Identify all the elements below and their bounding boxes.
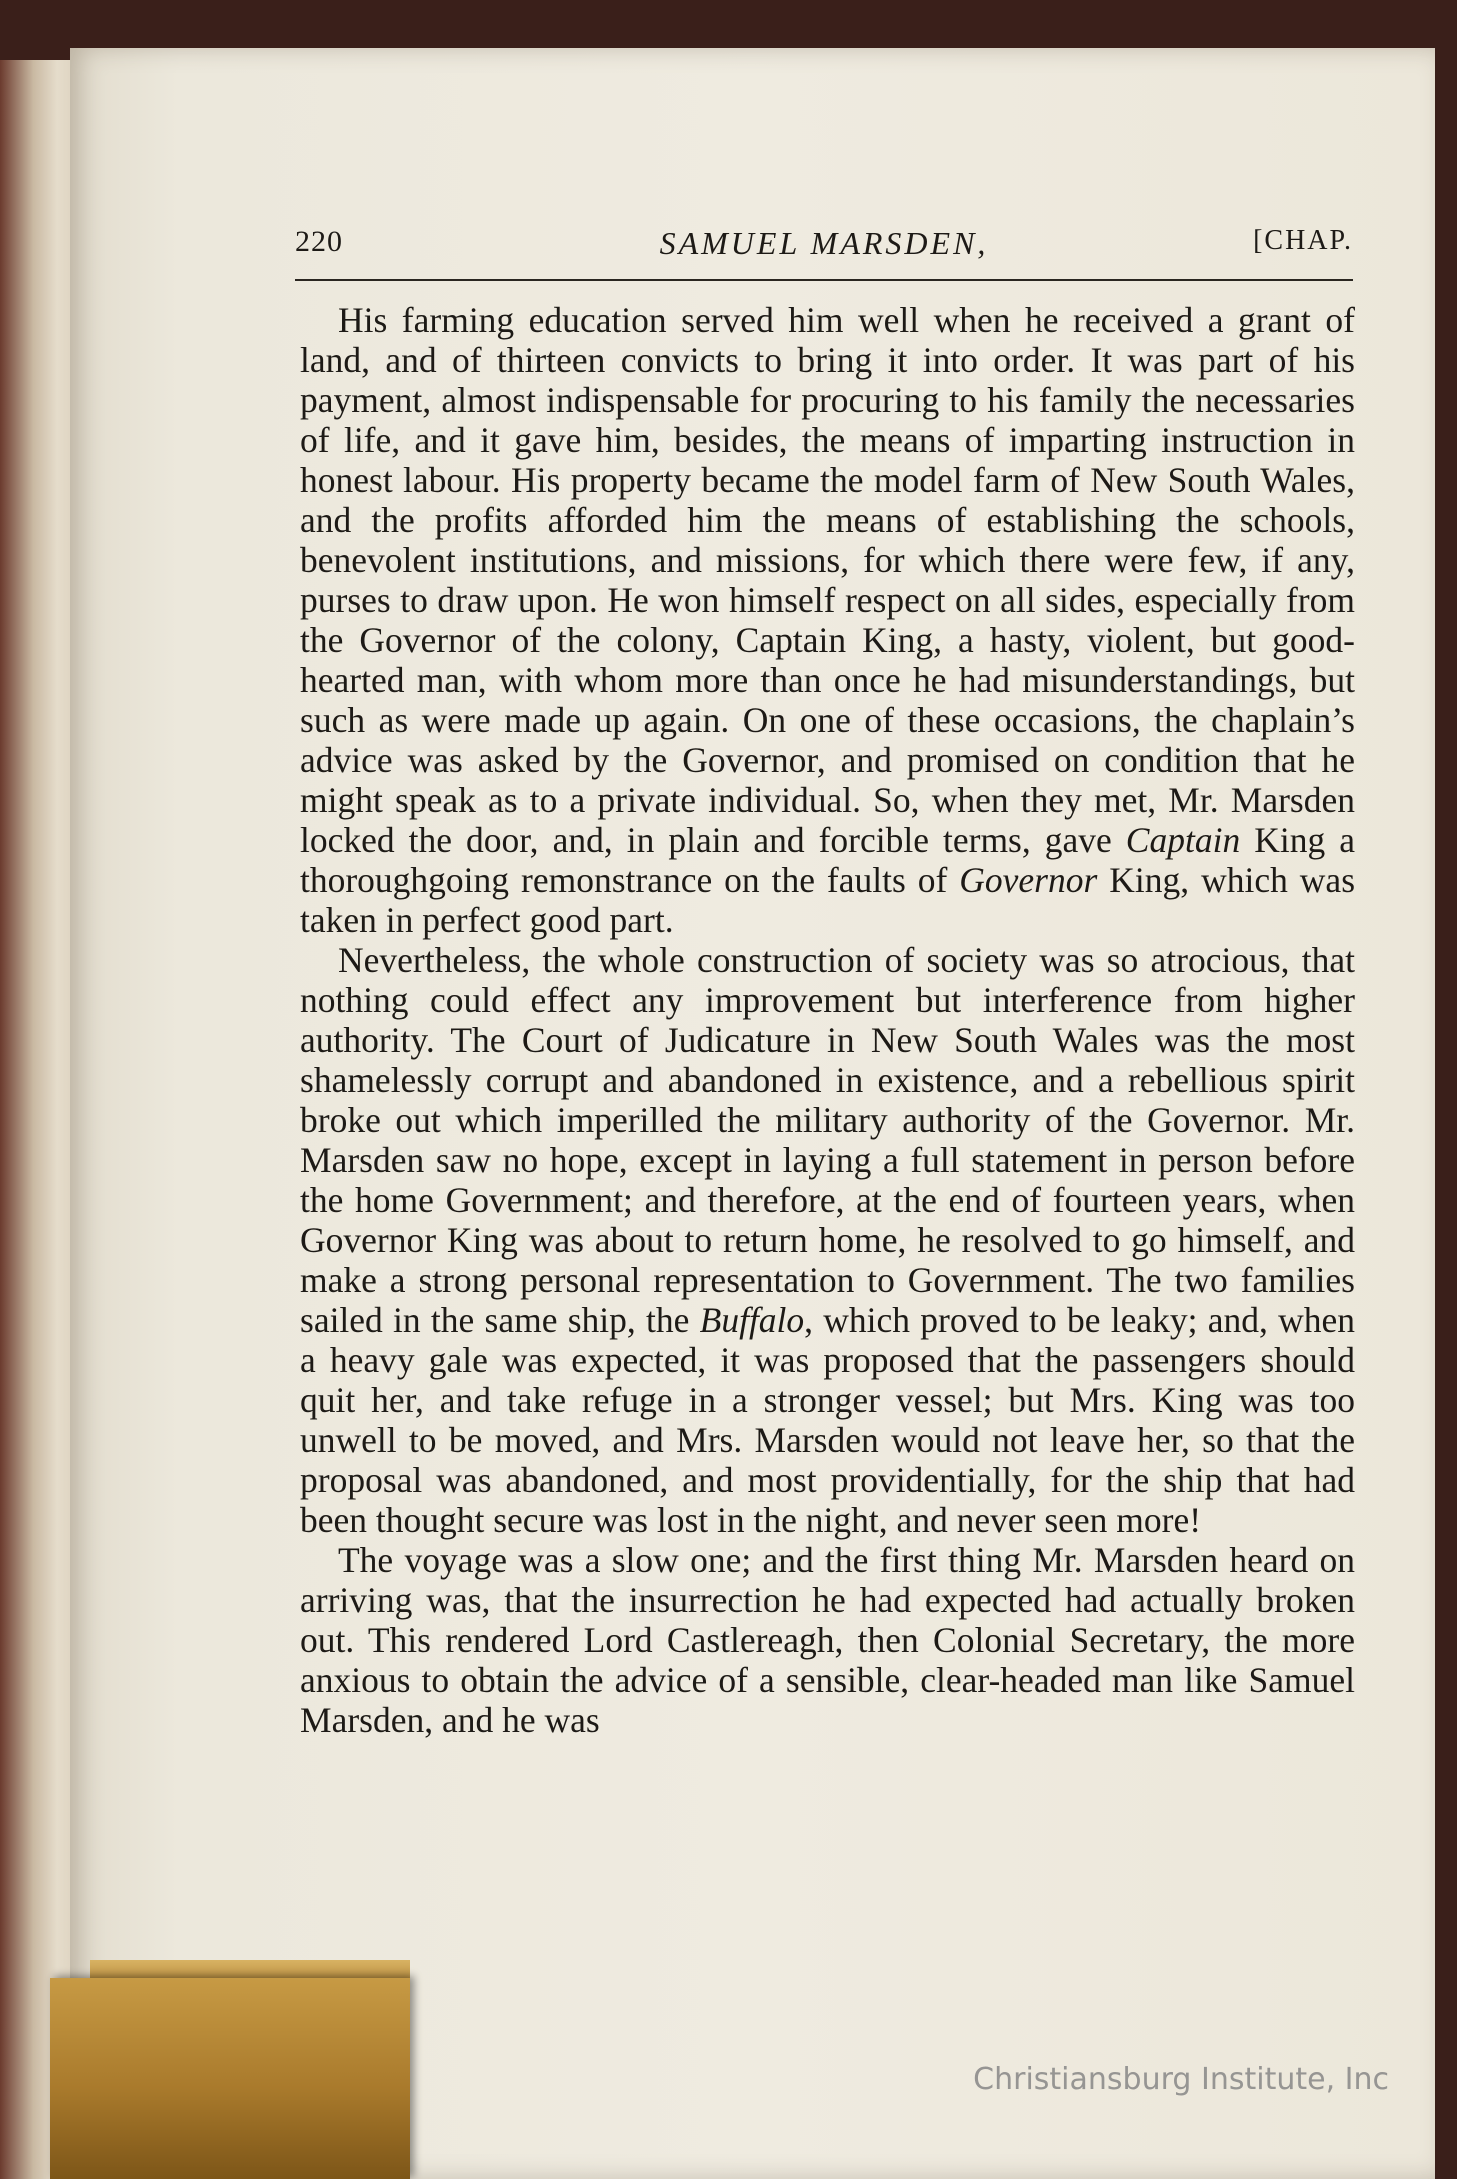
paragraph — [300, 1540, 1355, 1740]
gold-bookmark — [50, 1978, 410, 2179]
text-run: , which proved to be leaky; and, when a heavy gale was expected, it was proposed that the passengers should quit her, and take refuge in a stronger vessel; but Mrs. King was too unwell to be moved, and Mrs. Marsden would not leave her, so that the proposal was abandoned, and most providentially, for the ship that had been thought secure was lost in the night, and never seen more! — [300, 1300, 1355, 1540]
chapter-abbreviation: [CHAP. — [1253, 225, 1353, 256]
running-head: SAMUEL MARSDEN, — [659, 225, 989, 261]
paragraph — [300, 300, 1355, 940]
watermark: Christiansburg Institute, Inc — [973, 2062, 1389, 2097]
text-run: King a thoroughgoing remonstrance on the faults of — [300, 820, 1355, 900]
paragraph — [300, 940, 1355, 1540]
body-text — [300, 300, 1355, 1740]
text-run: The voyage was a slow one; and the first thing Mr. Marsden heard on arriving was, that the insurrection he had expected had actually broken out. This rendered Lord Castlereagh, then Colonial Secretary, the more anxious to obtain the advice of a sensible, clear-headed man like Samuel Marsden, and he was — [300, 1540, 1355, 1740]
italic-text: Captain — [1125, 820, 1241, 860]
page-number: 220 — [295, 225, 343, 258]
text-run: King, which was taken in perfect good part. — [300, 860, 1356, 940]
text-run: His farming education served him well when he received a grant of land, and of thirteen convicts to bring it into order. It was part of his payment, almost indispensable for procuring to his family the necessaries of life, and it gave him, besides, the means of imparting instruction in honest labour. His property became the model farm of New South Wales, and the profits afforded him the means of establishing the schools, benevolent institutions, and missions, for which there were few, if any, purses to draw upon. He won himself respect on all sides, especially from the Governor of the colony, Captain King, a hasty, violent, but good-hearted man, with whom more than once he had misunderstandings, but such as were made up again. On one of these occasions, the chaplain’s advice was asked by the Governor, and promised on condition that he might speak as to a private individual. So, when they met, Mr. Marsden locked the door, and, in plain and forcible terms, gave — [300, 300, 1355, 860]
text-run: Nevertheless, the whole construction of society was so atrocious, that nothing could effect any improvement but interference from higher authority. The Court of Judicature in New South Wales was the most shamelessly corrupt and abandoned in existence, and a rebellious spirit broke out which imperilled the military authority of the Governor. Mr. Marsden saw no hope, except in laying a full statement in person before the home Government; and therefore, at the end of fourteen years, when Governor King was about to return home, he resolved to go himself, and make a strong personal representation to Government. The two families sailed in the same ship, the — [300, 940, 1355, 1340]
italic-text: Buffalo — [699, 1300, 805, 1340]
page-header — [295, 225, 1353, 281]
italic-text: Governor — [959, 860, 1098, 900]
